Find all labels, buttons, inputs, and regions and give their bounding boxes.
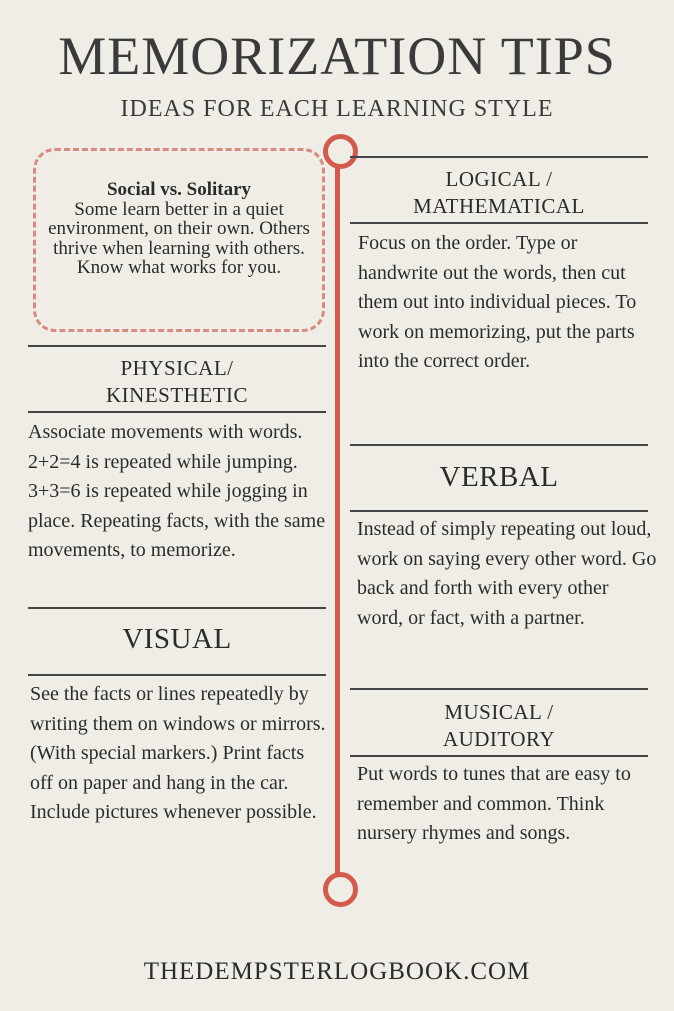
logical-heading-line2: MATHEMATICAL	[413, 194, 585, 218]
divider	[350, 510, 648, 512]
page-title: MEMORIZATION TIPS	[58, 26, 616, 86]
verbal-heading: VERBAL	[439, 461, 559, 493]
musical-heading	[350, 699, 648, 753]
musical-heading-line1: MUSICAL /	[444, 700, 554, 724]
logical-heading-line1: LOGICAL /	[445, 167, 553, 191]
physical-text: Associate movements with words. 2+2=4 is repeated while jumping. 3+3=6 is repeated while jogging in place. Repeating facts, with the same movements, to memorize.	[28, 421, 326, 561]
divider	[28, 411, 326, 413]
timeline-line	[335, 152, 340, 887]
logical-text: Focus on the order. Type or handwrite out the words, then cut them out into individual pieces. To work on memorizing, put the parts into the correct order.	[358, 232, 637, 372]
verbal-text: Instead of simply repeating out loud, work on saying every other word. Go back and forth with every other word, or fact, with a partner.	[357, 518, 657, 629]
divider	[28, 607, 326, 609]
musical-text: Put words to tunes that are easy to remember and common. Think nursery rhymes and songs.	[357, 763, 631, 844]
footer-website: THEDEMPSTERLOGBOOK.COM	[143, 958, 531, 985]
divider	[350, 755, 648, 757]
divider	[350, 156, 648, 158]
callout-title: Social vs. Solitary	[106, 179, 252, 200]
social-solitary-text-block	[38, 180, 320, 278]
divider	[350, 688, 648, 690]
divider	[350, 444, 648, 446]
visual-text: See the facts or lines repeatedly by writing them on windows or mirrors. (With special markers.) Print facts off on paper and hang in the car. Include pictures whenever possible.	[30, 683, 326, 823]
physical-heading-line2: KINESTHETIC	[106, 383, 248, 407]
divider	[28, 674, 326, 676]
visual-heading: VISUAL	[122, 623, 232, 655]
divider	[28, 345, 326, 347]
divider	[350, 222, 648, 224]
musical-heading-line2: AUDITORY	[442, 727, 556, 751]
timeline-bottom-ring	[323, 872, 358, 907]
logical-heading	[350, 166, 648, 220]
timeline-top-ring	[323, 134, 358, 169]
physical-heading	[28, 355, 326, 409]
physical-heading-line1: PHYSICAL/	[120, 356, 234, 380]
callout-text: Some learn better in a quiet environment, on their own. Others thrive when learning with others. Know what works for you.	[48, 198, 310, 278]
page-subtitle: IDEAS FOR EACH LEARNING STYLE	[120, 96, 554, 122]
